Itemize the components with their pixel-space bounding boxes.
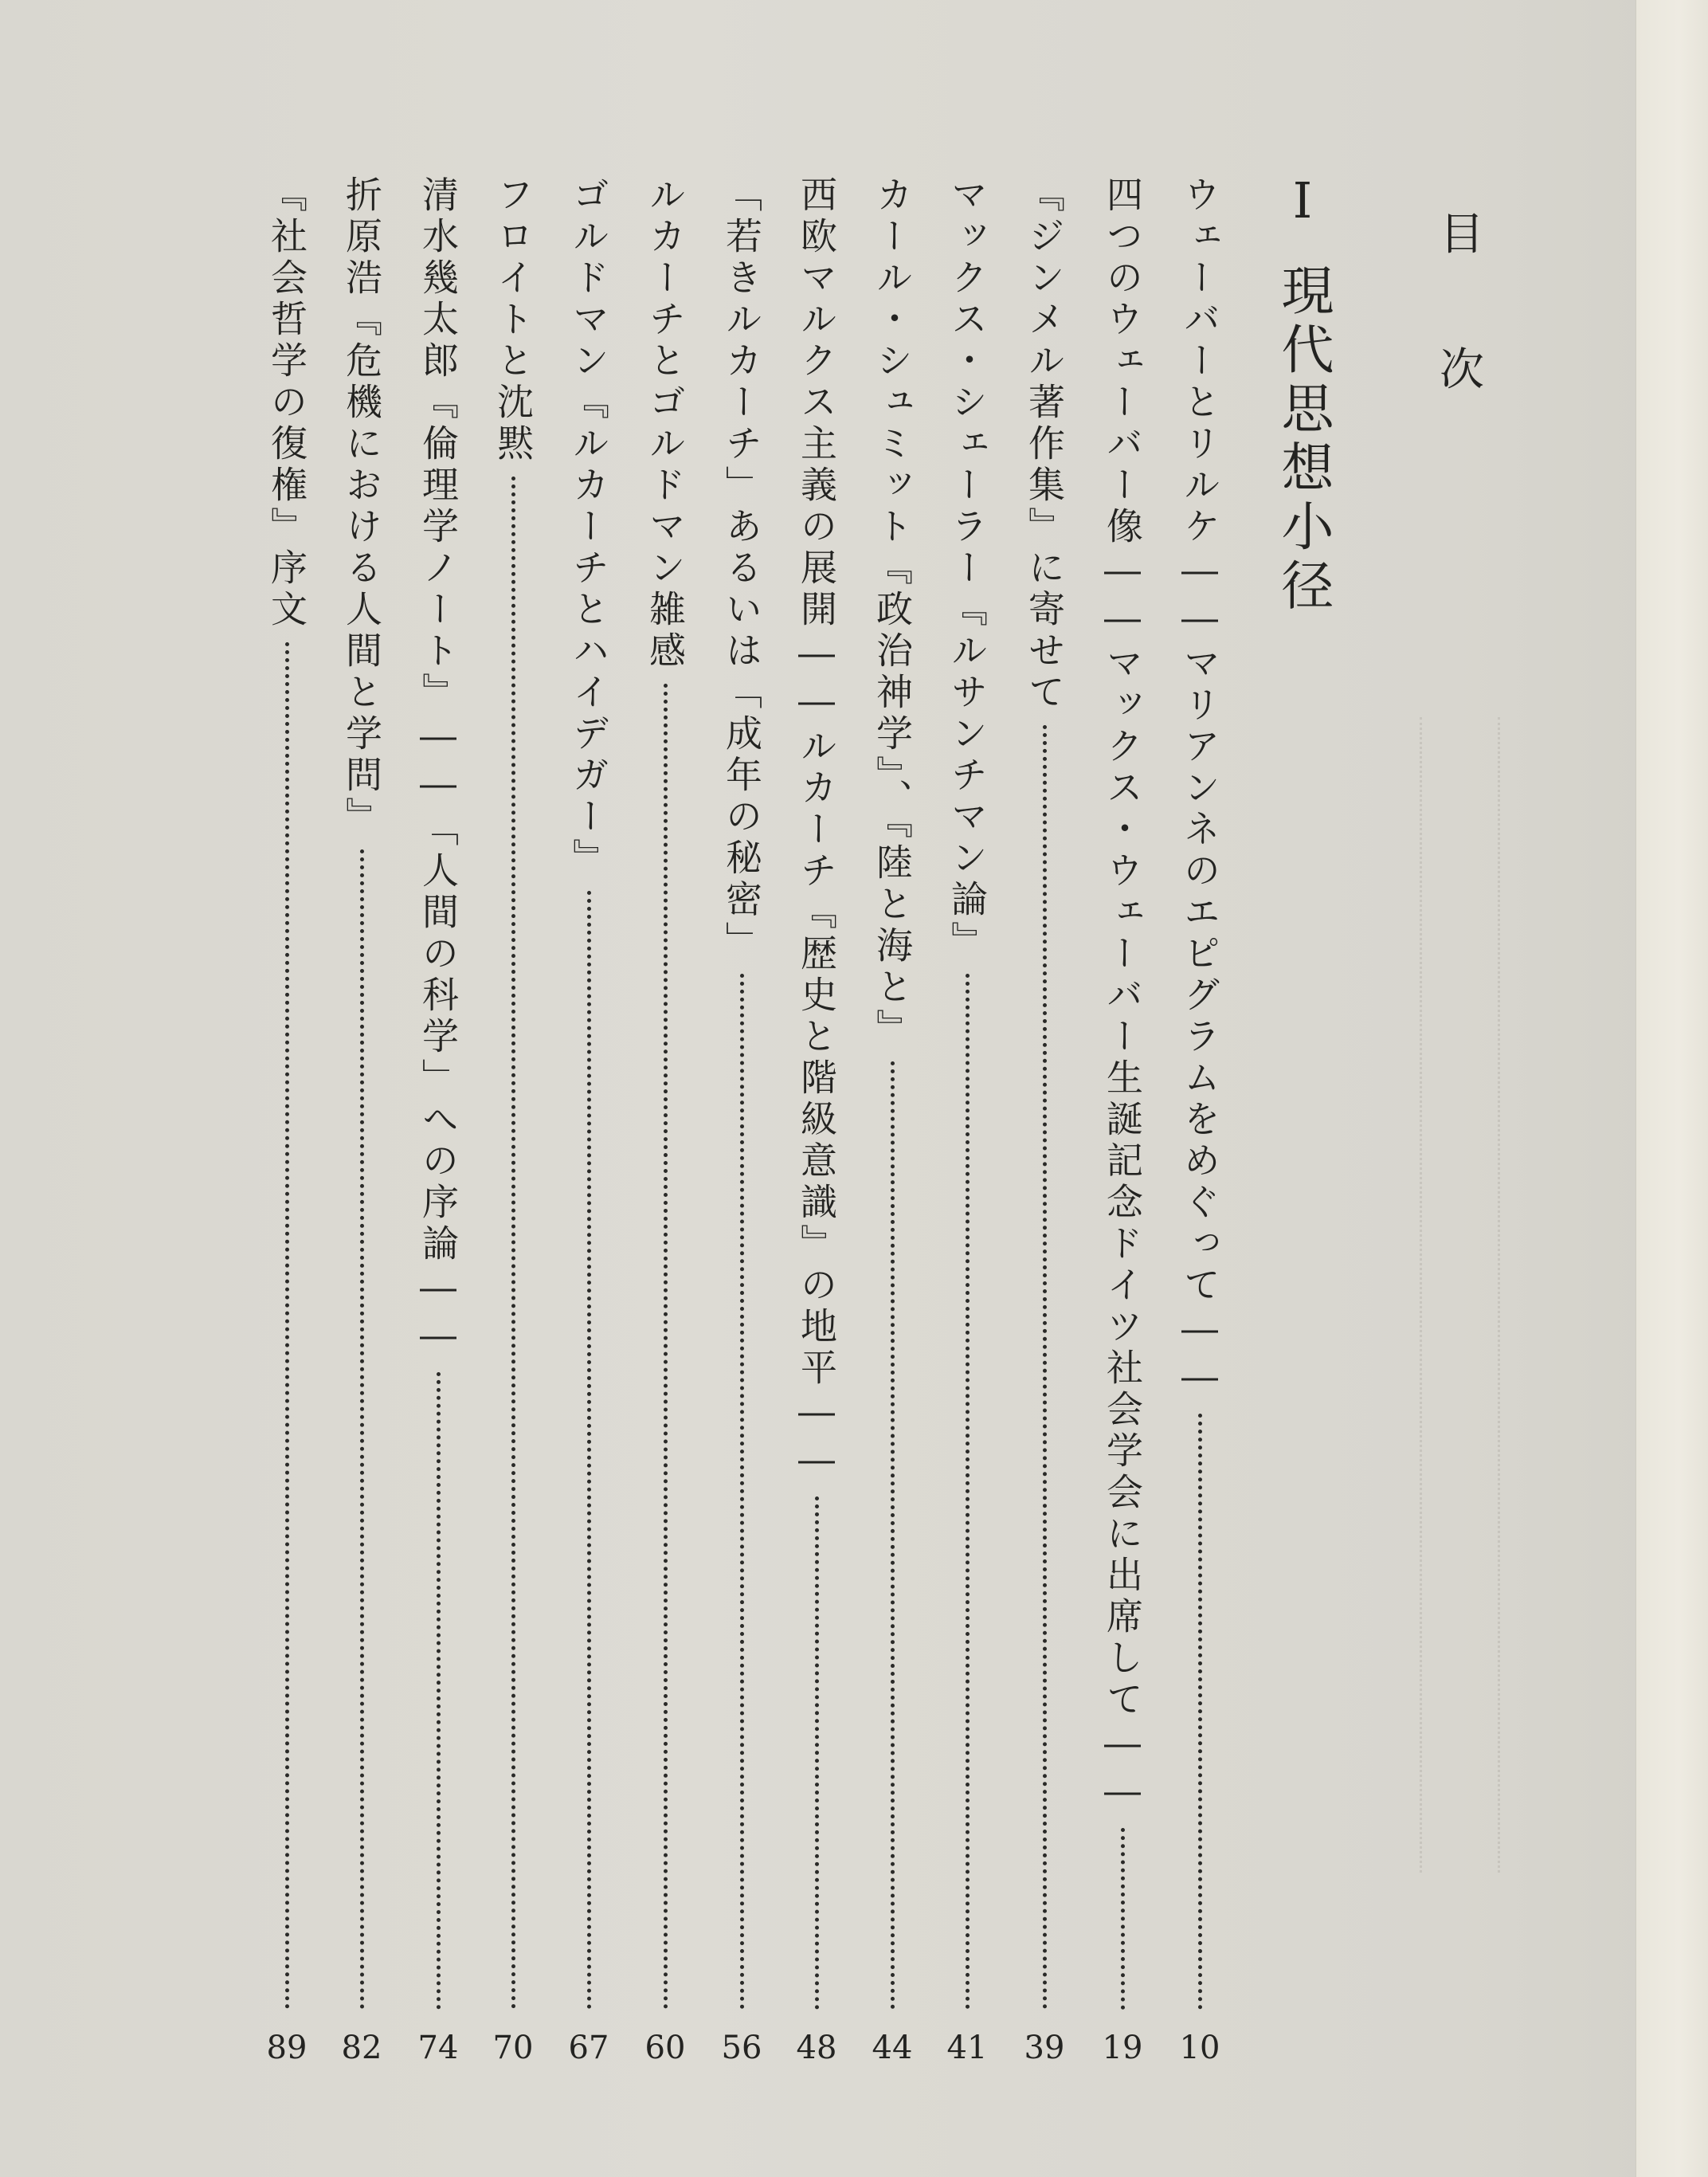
toc-entry[interactable] [785, 175, 848, 2072]
page-number: 41 [946, 2030, 988, 2066]
dot-leader [966, 974, 970, 2010]
page-number: 48 [796, 2030, 837, 2066]
entry-title: 折原浩『危機における人間と学問』 [340, 175, 383, 838]
entry-title: 四つのウェーバー像――マックス・ウェーバー生誕記念ドイツ社会学会に出席して―― [1101, 175, 1144, 1817]
entry-title: カール・シュミット『政治神学』、『陸と海と』 [871, 175, 914, 1050]
toc-entry[interactable] [1168, 175, 1232, 2072]
dot-leader [437, 1372, 441, 2010]
page-number: 89 [266, 2030, 308, 2066]
show-through-line [1498, 717, 1502, 1873]
page-number: 67 [568, 2030, 609, 2066]
dot-leader [1198, 1414, 1202, 2010]
show-through-line [1420, 717, 1424, 1873]
entry-title: マックス・シェーラー『ルサンチマン論』 [946, 175, 989, 963]
entry-title: 清水幾太郎『倫理学ノート』――「人間の科学」への序論―― [417, 175, 460, 1361]
entry-title: フロイトと沈黙 [492, 175, 535, 465]
toc-entry[interactable] [406, 175, 470, 2072]
section-heading [1255, 169, 1350, 617]
toc-heading [1426, 199, 1498, 406]
toc-entry[interactable] [935, 175, 999, 2072]
page-number: 10 [1179, 2030, 1220, 2066]
entry-title: ウェーバーとリルケ――マリアンネのエピグラムをめぐって―― [1178, 175, 1221, 1402]
dot-leader [511, 477, 515, 2010]
page-number: 60 [644, 2030, 686, 2066]
toc-entry[interactable] [481, 175, 545, 2072]
heading-char: 目 [1440, 209, 1484, 261]
entry-title: 『社会哲学の復権』序文 [265, 175, 308, 631]
dot-leader [815, 1496, 819, 2010]
toc-entry[interactable] [1013, 175, 1076, 2072]
dot-leader [664, 684, 668, 2010]
entry-title: ゴルドマン『ルカーチとハイデガー』 [567, 175, 610, 880]
page-number: 70 [492, 2030, 534, 2066]
page-number: 44 [872, 2030, 913, 2066]
toc-entry[interactable] [710, 175, 774, 2072]
page-number: 74 [417, 2030, 459, 2066]
dot-leader [1043, 725, 1047, 2010]
page-number: 19 [1102, 2030, 1143, 2066]
dot-leader [285, 642, 289, 2010]
dot-leader [740, 974, 744, 2010]
next-page-edge [1636, 0, 1708, 2177]
entry-title: ルカーチとゴルドマン雑感 [644, 175, 687, 673]
toc-entry[interactable] [1091, 175, 1154, 2072]
heading-char: 次 [1440, 344, 1484, 396]
dot-leader [587, 891, 591, 2010]
toc-entry[interactable] [557, 175, 621, 2072]
dot-leader [360, 849, 364, 2010]
toc-entry[interactable] [633, 175, 697, 2072]
page-number: 82 [341, 2030, 382, 2066]
toc-entry[interactable] [255, 175, 319, 2072]
page-number: 56 [721, 2030, 762, 2066]
entry-title: 西欧マルクス主義の展開――ルカーチ『歴史と階級意識』の地平―― [795, 175, 838, 1485]
entry-title: 『ジンメル著作集』に寄せて [1023, 175, 1066, 714]
section-title: 現代思想小径 [1272, 263, 1334, 617]
dot-leader [891, 1061, 895, 2010]
dot-leader [1121, 1828, 1125, 2010]
toc-entry[interactable] [330, 175, 394, 2072]
page-number: 39 [1024, 2030, 1065, 2066]
entry-title: 「若きルカーチ」あるいは「成年の秘密」 [720, 175, 763, 963]
toc-entry[interactable] [860, 175, 924, 2072]
section-numeral: I [1292, 171, 1313, 229]
